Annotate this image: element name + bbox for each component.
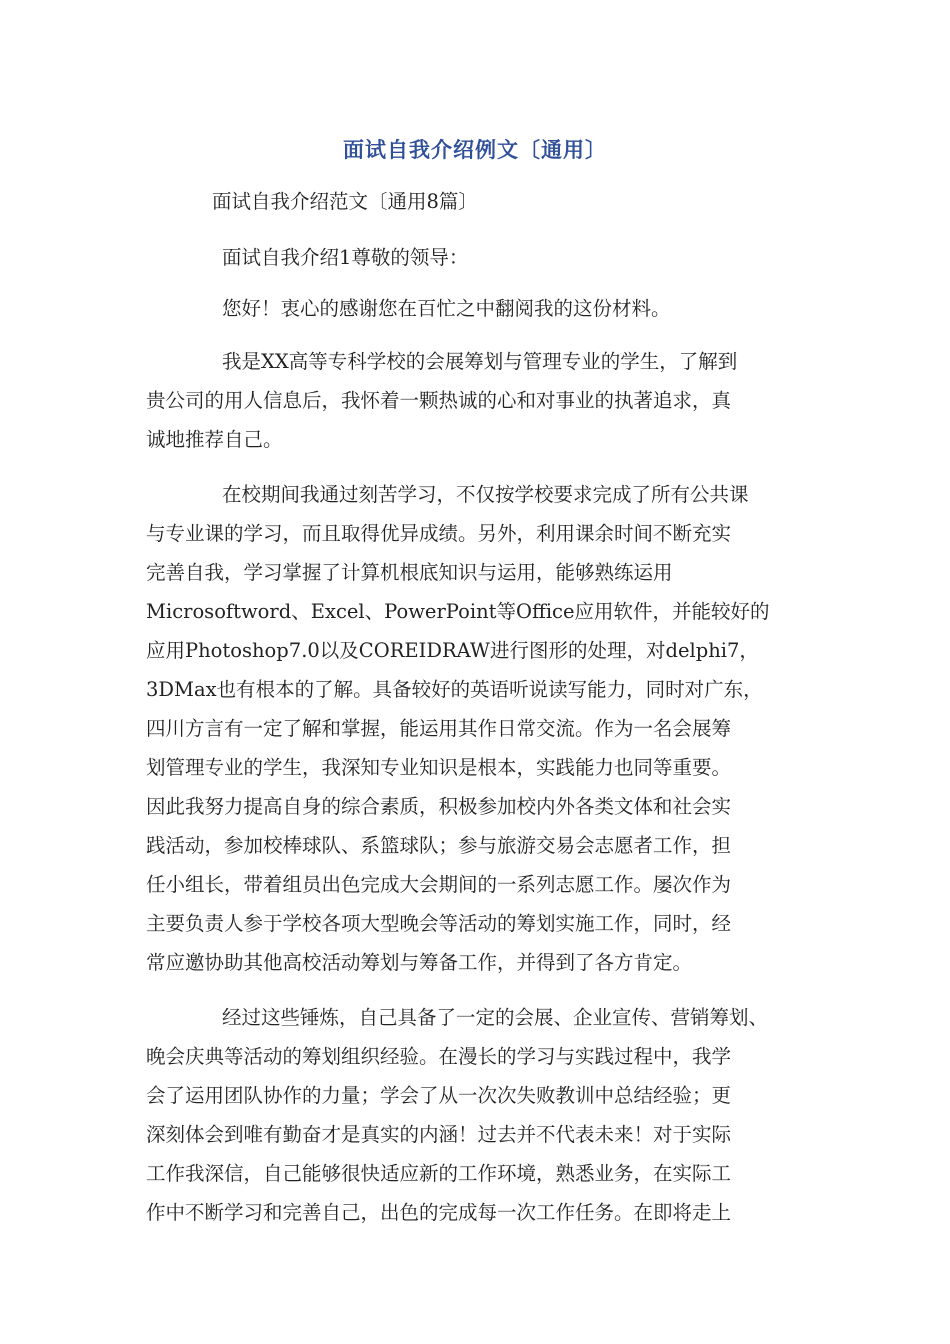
document-title: 面试自我介绍例文〔通用〕 [343,138,607,162]
paragraph-line: 3DMax也有根本的了解。具备较好的英语听说读写能力，同时对广东， [146,678,763,701]
paragraph-line: 应用Photoshop7.0以及COREIDRAW进行图形的处理，对delphi7， [146,639,759,662]
paragraph-line: 面试自我介绍1尊敬的领导： [222,246,469,269]
paragraph-line: 在校期间我通过刻苦学习，不仅按学校要求完成了所有公共课 [222,483,749,506]
paragraph-line: 划管理专业的学生，我深知专业知识是根本，实践能力也同等重要。 [146,756,732,779]
paragraph-line: 经过这些锤炼，自己具备了一定的会展、企业宣传、营销筹划、 [222,1006,769,1029]
paragraph-line: 您好！衷心的感谢您在百忙之中翻阅我的这份材料。 [222,297,671,320]
paragraph-line: 诚地推荐自己。 [146,428,283,451]
paragraph-line: 与专业课的学习，而且取得优异成绩。另外，利用课余时间不断充实 [146,522,732,545]
paragraph-line: 践活动，参加校棒球队、系篮球队；参与旅游交易会志愿者工作，担 [146,834,732,857]
paragraph-line: 晚会庆典等活动的筹划组织经验。在漫长的学习与实践过程中，我学 [146,1045,732,1068]
paragraph-line: 工作我深信，自己能够很快适应新的工作环境，熟悉业务，在实际工 [146,1162,732,1185]
paragraph-line: 会了运用团队协作的力量；学会了从一次次失败教训中总结经验；更 [146,1084,732,1107]
paragraph-line: 任小组长，带着组员出色完成大会期间的一系列志愿工作。屡次作为 [146,873,732,896]
paragraph-line: 作中不断学习和完善自己，出色的完成每一次工作任务。在即将走上 [146,1201,732,1224]
paragraph-line: 完善自我，学习掌握了计算机根底知识与运用，能够熟练运用 [146,561,673,584]
paragraph-line: 因此我努力提高自身的综合素质，积极参加校内外各类文体和社会实 [146,795,732,818]
paragraph-line: 深刻体会到唯有勤奋才是真实的内涵！过去并不代表未来！对于实际 [146,1123,732,1146]
paragraph-line: 常应邀协助其他高校活动筹划与筹备工作，并得到了各方肯定。 [146,951,693,974]
paragraph-line: 贵公司的用人信息后，我怀着一颗热诚的心和对事业的执著追求，真 [146,389,732,412]
paragraph-line: 我是XX高等专科学校的会展筹划与管理专业的学生，了解到 [222,350,738,373]
paragraph-line: 四川方言有一定了解和掌握，能运用其作日常交流。作为一名会展筹 [146,717,732,740]
paragraph-line: 主要负责人参于学校各项大型晚会等活动的筹划实施工作，同时，经 [146,912,732,935]
document-subtitle: 面试自我介绍范文〔通用8篇〕 [212,190,478,213]
paragraph-line: Microsoftword、Excel、PowerPoint等Office应用软件，并能较好的 [146,600,770,623]
